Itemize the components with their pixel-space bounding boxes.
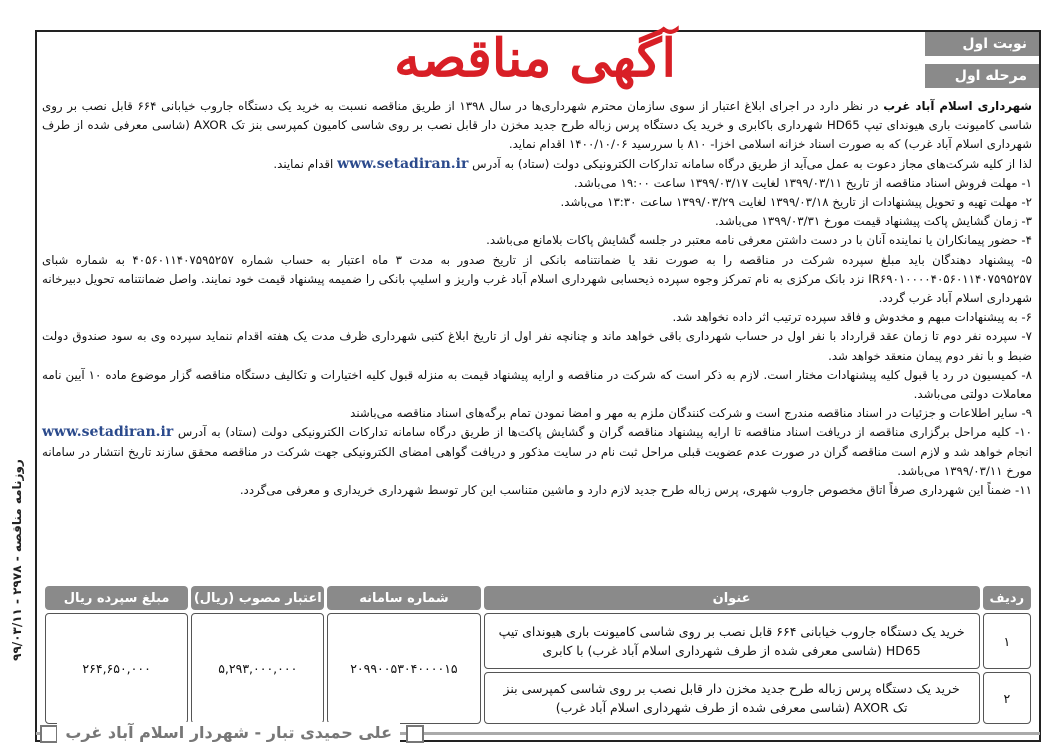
col-budget: اعتبار مصوب (ریال) [191,586,324,610]
item10-text: ۱۰- کلیه مراحل برگزاری مناقصه از دریافت اسناد مناقصه تا ارایه پیشنهاد مناقصه گران و گشایش پاکت‌ها از طریق درگاه سامانه تدارکات الکترونیکی دولت (ستاد) به آدرس [177,425,1033,440]
side-label-text: روزنامه مناقصه - ۲۹۷۸ - ۹۹/۰۳/۱۱ [10,459,24,661]
first-stage-tag: مرحله اول [925,64,1039,88]
row-number: ۲ [983,672,1031,724]
table-row [45,613,1031,669]
footer-square-icon [40,725,58,743]
footer [36,722,1040,744]
col-row: ردیف [983,586,1031,610]
row-title: خرید یک دستگاه پرس زباله طرح جدید مخزن دار قابل نصب بر روی شاسی کمپرسی بنز تک AXOR (شاسی معرفی شده از طرف شهرداری اسلام آباد غرب) [484,672,980,724]
row-deposit: ۲۶۴,۶۵۰,۰۰۰ [45,613,188,724]
item10-text-end: انجام خواهد شد و لازم است مناقصه گران در صورت عدم عضویت قبلی مراحل ثبت نام در سایت مذکور و دریافت گواهی امضای الکترونیکی جهت شرکت در مناقصه محقق سازند تاریخ انتشار در سامانه مورخ ۱۳۹۹/۰۳/۱۱ می‌باشد. [42,444,1032,478]
condition-item-10 [42,423,1032,481]
row-system-no: ۲۰۹۹۰۰۵۳۰۴۰۰۰۰۱۵ [327,613,480,724]
mayor-signature: علی حمیدی تبار - شهردار اسلام آباد غرب [57,722,400,744]
row-budget: ۵,۲۹۳,۰۰۰,۰۰۰ [191,613,324,724]
condition-item-3: ۳- زمان گشایش پاکت پیشنهاد قیمت مورخ ۱۳۹۹/۰۳/۳۱ می‌باشد. [714,214,1032,229]
first-notice-tag: نوبت اول [925,32,1039,56]
footer-square-icon [406,725,424,743]
tender-table [42,583,1034,727]
page-title: آگهی مناقصه [394,28,676,89]
intro-paragraph [42,97,1032,155]
row-title: خرید یک دستگاه جاروب خیابانی ۶۶۴ قابل نصب بر روی شاسی کامیونت باری هیوندای تیپ HD65 (شاسی معرفی شده از طرف شهرداری اسلام آباد غرب) با کابری [484,613,980,669]
condition-item-4: ۴- حضور پیمانکاران یا نماینده آنان با در دست داشتن معرفی نامه معتبر در جلسه گشایش پاکات بلامانع می‌باشد. [486,233,1032,248]
condition-item-7: ۷- سپرده نفر دوم تا زمان عقد قرارداد با نفر اول در حساب شهرداری باقی خواهد ماند و چنانچه نفر اول از تاریخ ابلاغ کتبی شهرداری ظرف مدت یک هفته اقدام ننماید سپرده وی به سود صندوق دولت ضبط و با نفر دوم پیمان منعقد خواهد شد. [42,329,1032,363]
website-link[interactable]: www.setadiran.ir [337,155,469,172]
condition-item-8: ۸- کمیسیون در رد یا قبول کلیه پیشنهادات مختار است. لازم به ذکر است که شرکت در مناقصه و ارایه پیشنهاد قیمت به منزله قبول کلیه اختیارات و تکالیف دستگاه مناقصه گزار موضوع ماده ۱۰ آیین نامه معاملات دولتی می‌باشد. [42,367,1033,402]
condition-item-2: ۲- مهلت تهیه و تحویل پیشنهادات از تاریخ ۱۳۹۹/۰۳/۱۸ لغایت ۱۳۹۹/۰۳/۲۹ ساعت ۱۳:۳۰ می‌باشد. [560,195,1032,210]
municipality-name: شهرداری اسلام آباد غرب [883,99,1032,113]
row-number: ۱ [983,613,1031,669]
col-deposit: مبلغ سپرده ریال [45,586,188,610]
col-system-no: شماره سامانه [327,586,480,610]
table-header-row [45,586,1031,610]
intro-text: در نظر دارد در اجرای ابلاغ اعتبار از سوی سازمان محترم شهرداری‌ها در سال ۱۳۹۸ از طریق مناقصه نسبت به خرید یک دستگاه جاروب خیابانی ۶۶۴ قابل نصب بر روی شاسی کامیونت باری هیوندای تیپ HD65 شهرداری باکابری و خرید یک دستگاه پرس زباله طرح جدید مخزن دار قابل نصب بر روی شاسی کامیون کمپرسی بنز تک AXOR (شاسی معرفی شده از طرف شهرداری اسلام آباد غرب) که به صورت اسناد خزانه اسلامی اخزا- ۸۱۰ با سررسید ۱۴۰۰/۱۰/۰۶ اقدام نماید. [42,99,1032,152]
notice-body [42,97,1032,500]
invite-text-end: اقدام نمایند. [273,156,334,171]
condition-item-11: ۱۱- ضمناً این شهرداری صرفاً اتاق مخصوص جاروب شهری، پرس زباله طرح جدید لازم دارد و ماشین متناسب این کار توسط شهرداری خریداری و معرفی می‌گردد. [239,483,1032,498]
newspaper-side-label [0,380,34,740]
item10-website-link[interactable]: www.setadiran.ir [42,424,174,441]
condition-item-6: ۶- به پیشنهادات مبهم و مخدوش و فاقد سپرده ترتیب اثر داده نخواهد شد. [672,310,1032,325]
condition-item-9: ۹- سایر اطلاعات و جزئیات در اسناد مناقصه مندرج است و شرکت کنندگان ملزم به مهر و امضا نمودن تمام برگه‌های اسناد مناقصه می‌باشند [350,406,1032,421]
invite-text: لذا از کلیه شرکت‌های مجاز دعوت به عمل می‌آید از طریق درگاه سامانه تدارکات الکترونیکی دولت (ستاد) به آدرس [472,156,1032,171]
condition-item-1: ۱- مهلت فروش اسناد مناقصه از تاریخ ۱۳۹۹/۰۳/۱۱ لغایت ۱۳۹۹/۰۳/۱۷ ساعت ۱۹:۰۰ می‌باشد. [573,175,1032,190]
invite-paragraph [42,155,1032,174]
condition-item-5: ۵- پیشنهاد دهندگان باید مبلغ سپرده شرکت در مناقصه را به صورت نقد یا ضمانتنامه بانکی از تاریخ صدور به مدت ۳ ماه اعتبار به حساب شماره ۴۰۵۶۰۱۱۴۰۷۵۹۵۲۵۷ به شماره شبای IR۶۹۰۱۰۰۰۰۴۰۵۶۰۱۱۴۰۷۵۹۵۲۵۷ نزد بانک مرکزی به نام تمرکز وجوه سپرده ذیحسابی شهرداری اسلام آباد غرب واریز و اسلیپ بانکی را ضمیمه پیشنهاد قیمت خود نمایند. واصل ضمانتنامه تحویل دبیرخانه شهرداری اسلام آباد غرب گردد. [42,252,1032,306]
col-title: عنوان [484,586,980,610]
